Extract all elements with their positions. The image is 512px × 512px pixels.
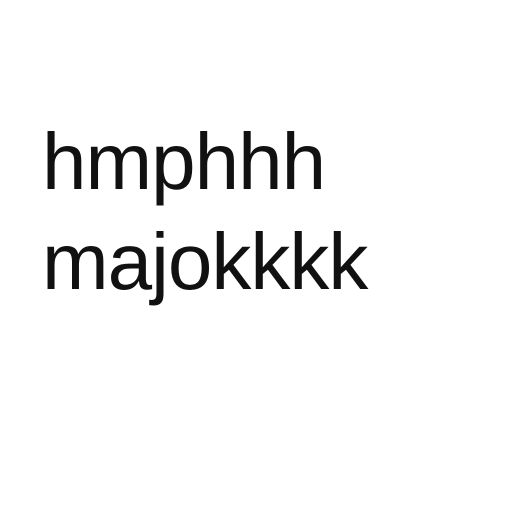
text-block (42, 112, 367, 312)
text-line-2: majokkkk (42, 217, 368, 306)
text-line-1: hmphhh (42, 117, 326, 206)
